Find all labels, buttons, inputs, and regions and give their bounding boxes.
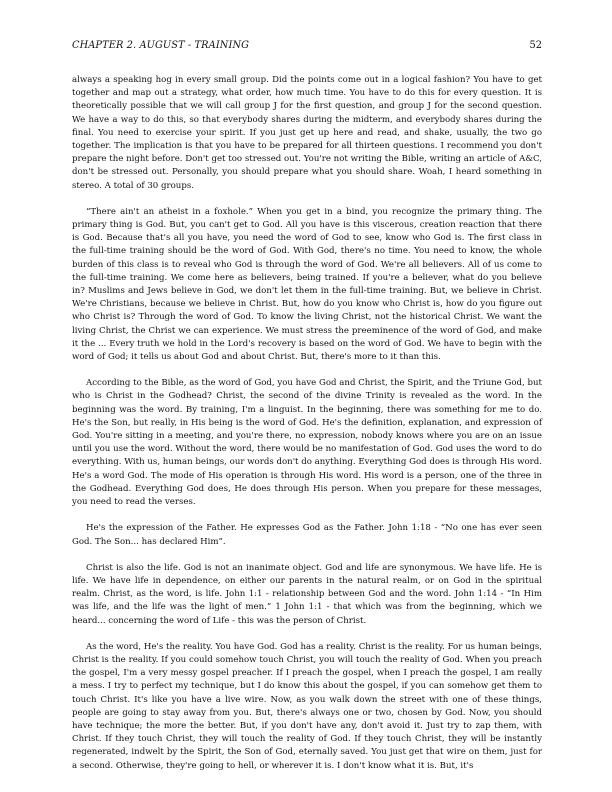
chapter-title: CHAPTER 2. AUGUST - TRAINING (72, 40, 250, 51)
paragraph: As the word, He's the reality. You have God. God has a reality. Christ is the reality. For us human beings, Christ is the reality. If you could somehow touch Christ, you will touch the reality of God. When you preach the gospel, I'm a very messy gospel preacher. If I preach the gospel, when I preach the gospel, I am really a mess. I try to perfect my technique, but I do know this about the gospel, if you can somehow get them to touch Christ. It's like you have a live wire. Now, as you walk down the street with one of these things, people are going to stay away from you. But, there's always one or two, chosen by God. Now, you should have technique; the more the better. But, if you don't have any, don't avoid it. Just try to zap them, with Christ. If they touch Christ, they will touch the reality of God. If they touch Christ, they will be instantly regenerated, indwelt by the Spirit, the Son of God, eternally saved. You just get that wire on them, just for a second. Otherwise, they're going to hell, or wherever it is. I don't know what it is. But, it's (72, 641, 542, 771)
document-body (72, 74, 542, 773)
page-number: 52 (529, 40, 542, 51)
paragraph: always a speaking hog in every small group. Did the points come out in a logical fashion? You have to get together and map out a strategy, what order, how much time. You have to do this for every question. It is theoretically possible that we will call group J for the first question, and group J for the second question. We have a way to do this, so that everybody shares during the midterm, and everybody shares during the final. You need to exercise your spirit. If you just get up here and read, and shake, usually, the two go together. The implication is that you have to be prepared for all thirteen questions. I recommend you don't prepare the night before. Don't get too stressed out. You're not writing the Bible, writing an article of A&C, don't be stressed out. Personally, you should prepare what you should share. Woah, I heard something in stereo. A total of 30 groups. (72, 75, 542, 191)
document-page (72, 40, 542, 780)
paragraph: According to the Bible, as the word of God, you have God and Christ, the Spirit, and the Triune God, but who is Christ in the Godhead? Christ, the second of the divine Trinity is revealed as the word. In the beginning was the word. By training, I'm a linguist. In the beginning, there was something for me to do. He's the Son, but really, in His being is the word of God. He's the definition, explanation, and expression of God. You're sitting in a meeting, and you're there, no expression, nobody knows where you are on an issue until you use the word. Without the word, there would be no manifestation of God. God uses the word to do everything. With us, human beings, our words don't do anything. Everything God does is through His word. He's a word God. The mode of His operation is through His word. His word is a person, one of the three in the Godhead. Everything God does, He does through His person. When you prepare for these messages, you need to read the verses. (72, 378, 542, 508)
paragraph: He's the expression of the Father. He expresses God as the Father. John 1:18 - “No one has ever seen God. The Son... has declared Him”. (72, 523, 542, 547)
paragraph: “There ain't an atheist in a foxhole.” When you get in a bind, you recognize the primary thing. The primary thing is God. But, you can't get to God. All you have is this viscerous, creation reaction that there is God. Because that's all you have, you need the word of God to see, know who God is. The first class in the full-time training should be the word of God. With God, there's no time. You need to know, the whole burden of this class is to reveal who God is through the word of God. We're all believers. All of us come to the full-time training. We come here as believers, being trained. If you're a believer, what do you believe in? Muslims and Jews believe in God, we don't let them in the full-time training. But, we believe in Christ. We're Christians, because we believe in Christ. But, how do you know who Christ is, how do you figure out who Christ is? Through the word of God. To know the living Christ, not the historical Christ. We want the living Christ, the Christ we can experience. We must stress the preeminence of the word of God, and make it the ... Every truth we hold in the Lord's recovery is based on the word of God. We have to begin with the word of God; it tells us about God and about Christ. But, there's more to it than this. (72, 206, 542, 363)
running-header (72, 40, 542, 54)
paragraph: Christ is also the life. God is not an inanimate object. God and life are synonymous. We have life. He is life. We have life in dependence, on either our parents in the natural realm, or on God in the spiritual realm. Christ, as the word, is life. John 1:1 - relationship between God and the word. John 1:14 - “In Him was life, and the life was the light of men.” 1 John 1:1 - that which was from the beginning, which we heard... concerning the word of Life - this was the person of Christ. (72, 562, 542, 626)
